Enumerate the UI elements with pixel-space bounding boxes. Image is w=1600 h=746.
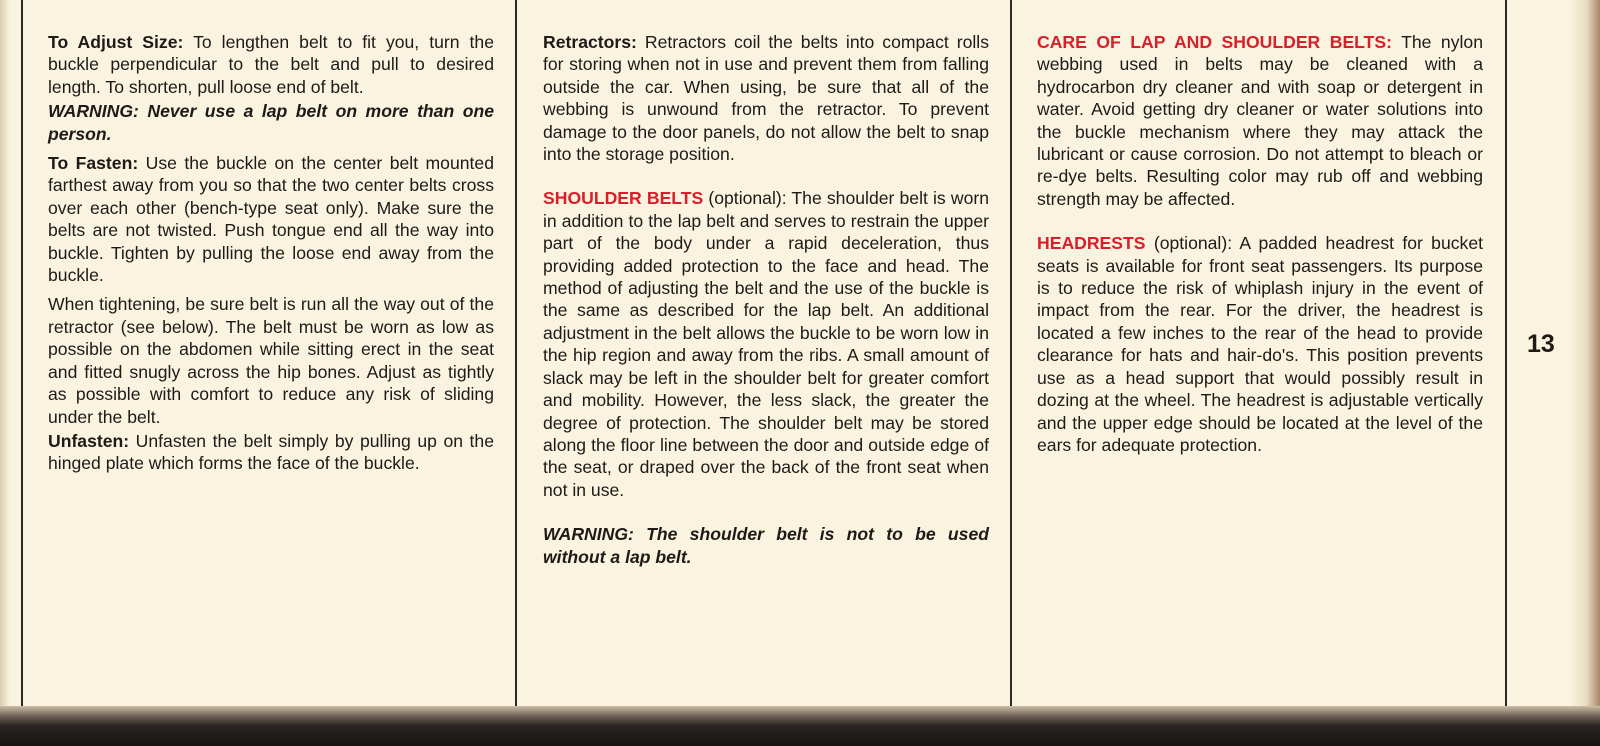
headrests-text: (optional): A padded headrest for bucket seats is available for front seat passengers. Its purpose is to reduce the risk of whiplash injury in the event of impact from the rear. For the driver, the headrest is located a few inches to the rear of the head to provide clearance for hats and hair-do's. This position prevents use as a head support that would possibly result in dozing at the wheel. The headrest is adjustable vertically and the upper edge should be located at the level of the ears for adequate protection. bbox=[1037, 233, 1484, 455]
retractors-label: Retractors: bbox=[543, 32, 637, 52]
page-number: 13 bbox=[1527, 330, 1555, 358]
column-rule-1 bbox=[515, 0, 517, 718]
page-left-edge bbox=[0, 0, 10, 718]
page-bottom-shadow bbox=[0, 706, 1600, 746]
column-rule-3 bbox=[1505, 0, 1507, 718]
shoulder-belt-warning: WARNING: The shoulder belt is not to be used without a lap belt. bbox=[543, 524, 989, 567]
column-care-headrests bbox=[1037, 31, 1483, 456]
retractors-paragraph bbox=[543, 31, 989, 165]
adjust-size-text: To lengthen belt to fit you, turn the buckle perpendicular to the belt and pull to desired length. To shorten, pull loose end of belt. bbox=[48, 32, 494, 97]
care-paragraph bbox=[1037, 31, 1483, 210]
shoulder-belts-heading: SHOULDER BELTS bbox=[543, 188, 704, 209]
column-lap-belt bbox=[48, 31, 494, 475]
tightening-paragraph: When tightening, be sure belt is run all the way out of the retractor (see below). The belt must be worn as low as possible on the abdomen while sitting erect in the seat and fitted snugly across the hip bones. Adjust as tightly as possible with comfort to reduce any risk of sliding under the belt. bbox=[48, 294, 494, 427]
care-heading: CARE OF LAP AND SHOULDER BELTS: bbox=[1037, 32, 1392, 52]
shoulder-belts-paragraph bbox=[543, 187, 989, 501]
lap-belt-warning: WARNING: Never use a lap belt on more than one person. bbox=[48, 101, 494, 144]
unfasten-text: Unfasten the belt simply by pulling up on the hinged plate which forms the face of the buckle. bbox=[48, 430, 494, 474]
unfasten-paragraph bbox=[48, 430, 494, 475]
fasten-label: To Fasten: bbox=[48, 153, 139, 174]
fasten-text: Use the buckle on the center belt mounted farthest away from you so that the two center belts cross over each other (bench-type seat only). Make sure the belts are not twisted. Push tongue end all the way into buckle. Tighten by pulling the loose end away from the buckle. bbox=[48, 153, 494, 286]
care-text: The nylon webbing used in belts may be cleaned with a hydrocarbon dry cleaner and with soap or detergent in water. Avoid getting dry cleaner or water solutions into the buckle mechanism where they may attack the lubricant or cause corrosion. Do not attempt to bleach or re-dye belts. Resulting color may rub off and webbing strength may be affected. bbox=[1037, 32, 1483, 209]
headrests-paragraph bbox=[1037, 232, 1483, 456]
headrests-heading: HEADRESTS bbox=[1037, 233, 1146, 254]
fasten-paragraph bbox=[48, 152, 494, 286]
adjust-size-paragraph bbox=[48, 31, 494, 98]
column-rule-2 bbox=[1010, 0, 1012, 718]
unfasten-label: Unfasten: bbox=[48, 430, 130, 451]
shoulder-belts-text: (optional): The shoulder belt is worn in addition to the lap belt and serves to restrain the upper part of the body under a rapid deceleration, thus providing added protection to the face and head. The method of adjusting the belt and the use of the buckle is the same as described for the lap belt. An additional adjustment in the belt allows the buckle to be worn low in the hip region and away from the ribs. A small amount of slack may be left in the shoulder belt for greater comfort and mobility. However, the less slack, the greater the degree of protection. The shoulder belt may be stored along the floor line between the door and outside edge of the seat, or draped over the back of the front seat when not in use. bbox=[543, 188, 989, 500]
page-right-edge bbox=[1570, 0, 1600, 718]
column-shoulder-belts bbox=[543, 31, 989, 568]
retractors-text: Retractors coil the belts into compact rolls for storing when not in use and prevent them from falling outside the car. When using, be sure that all of the webbing is unwound from the retractor. To prevent damage to the door panels, do not allow the belt to snap into the storage position. bbox=[543, 32, 989, 165]
column-rule-left bbox=[21, 0, 23, 718]
adjust-size-label: To Adjust Size: bbox=[48, 32, 184, 52]
